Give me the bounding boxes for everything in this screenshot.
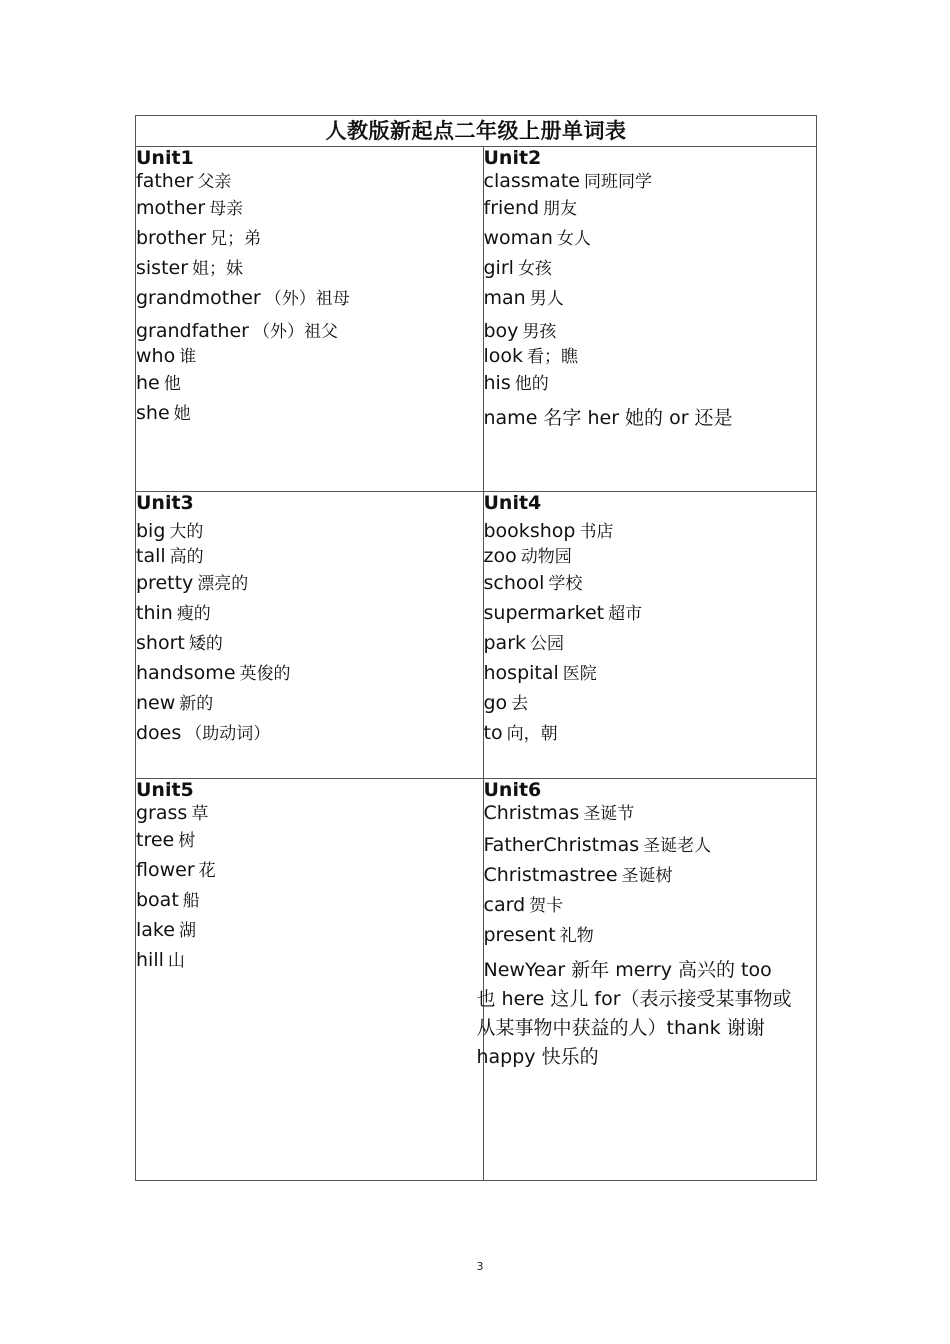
word-en: friend — [483, 197, 540, 219]
word-zh: 向，朝 — [506, 724, 558, 744]
word-entry — [136, 856, 483, 886]
word-en: boy — [483, 320, 519, 342]
word-entry — [484, 659, 817, 689]
word-entry — [136, 254, 483, 284]
word-en: sister — [136, 257, 189, 279]
word-zh: 山 — [167, 951, 185, 971]
word-entry — [136, 284, 483, 314]
unit-5-cell — [136, 779, 484, 1181]
word-entry — [484, 569, 817, 599]
unit-6-paragraph — [476, 956, 817, 1072]
word-zh: 父亲 — [197, 172, 232, 192]
word-en: big — [136, 520, 166, 542]
word-zh: 他 — [163, 374, 181, 394]
word-en: FatherChristmas — [483, 834, 640, 856]
word-zh: 女孩 — [517, 259, 552, 279]
word-entry — [484, 719, 817, 749]
word-en: Christmastree — [483, 864, 618, 886]
word-en: girl — [483, 257, 514, 279]
word-en: brother — [136, 227, 207, 249]
word-en: grandmother — [136, 287, 261, 309]
word-zh: 湖 — [178, 921, 196, 941]
word-zh: （外）祖母 — [264, 289, 350, 309]
word-zh: 女人 — [556, 229, 591, 249]
word-en: he — [136, 372, 160, 394]
word-en: park — [483, 632, 527, 654]
word-entry — [484, 831, 817, 861]
word-zh: 看；瞧 — [527, 347, 579, 367]
word-entry — [484, 319, 817, 344]
unit-2-cell — [483, 147, 817, 492]
word-zh: 新的 — [179, 694, 214, 714]
word-en: supermarket — [483, 602, 605, 624]
word-en: to — [483, 722, 503, 744]
word-en: grandfather — [136, 320, 249, 342]
page-number: 3 — [476, 1260, 484, 1273]
unit-6-cell — [476, 779, 817, 1181]
word-en: mother — [136, 197, 206, 219]
paragraph-line: happy 快乐的 — [476, 1046, 599, 1068]
word-en: tall — [136, 545, 166, 567]
word-zh: 瘦的 — [176, 604, 211, 624]
word-en: look — [483, 345, 524, 367]
word-en: does — [136, 722, 182, 744]
word-entry — [484, 169, 817, 194]
unit-4-cell — [483, 492, 817, 779]
unit-3-title: Unit3 — [136, 492, 194, 514]
unit-3-word-list — [136, 519, 483, 749]
word-zh: 医院 — [562, 664, 597, 684]
word-zh: 礼物 — [559, 926, 594, 946]
word-en: pretty — [136, 572, 194, 594]
word-zh: 漂亮的 — [197, 574, 249, 594]
paragraph-line: 也 here 这儿 for（表示接受某事物或 — [476, 988, 792, 1010]
word-zh: 贺卡 — [529, 896, 564, 916]
word-entry — [136, 946, 483, 976]
word-zh: 她 — [173, 404, 191, 424]
word-entry — [136, 569, 483, 599]
word-entry — [484, 921, 817, 951]
paragraph-line: NewYear 新年 merry 高兴的 too — [483, 959, 772, 981]
unit-4-word-list — [484, 519, 817, 749]
word-entry — [484, 599, 817, 629]
word-zh: （外）祖父 — [252, 322, 338, 342]
vocabulary-table — [135, 115, 817, 1181]
word-entry — [484, 369, 817, 399]
word-zh: 男人 — [529, 289, 564, 309]
word-entry — [484, 254, 817, 284]
word-en: Christmas — [483, 802, 580, 824]
word-entry — [136, 599, 483, 629]
word-entry — [136, 629, 483, 659]
word-en: handsome — [136, 662, 236, 684]
word-en: thin — [136, 602, 173, 624]
word-en: boat — [136, 889, 179, 911]
word-en: she — [136, 402, 170, 424]
word-zh: 同班同学 — [583, 172, 652, 192]
word-zh: 圣诞节 — [583, 804, 635, 824]
unit-6-word-list — [484, 801, 817, 951]
word-zh: 英俊的 — [239, 664, 291, 684]
word-entry — [484, 519, 817, 544]
word-zh: 学校 — [548, 574, 583, 594]
word-en: woman — [483, 227, 553, 249]
unit-2-title: Unit2 — [483, 147, 542, 169]
word-entry — [136, 369, 483, 399]
word-zh: 朋友 — [543, 199, 578, 219]
word-entry — [484, 629, 817, 659]
word-entry — [484, 284, 817, 314]
word-zh: 矮的 — [188, 634, 223, 654]
paragraph-line: 从某事物中获益的人）thank 谢谢 — [476, 1017, 765, 1039]
word-zh: 圣诞老人 — [643, 836, 712, 856]
word-en: man — [483, 287, 526, 309]
unit-5-title: Unit5 — [136, 779, 194, 801]
word-en: father — [136, 170, 194, 192]
unit-4-title: Unit4 — [483, 492, 542, 514]
word-zh: 动物园 — [520, 547, 572, 567]
word-en: bookshop — [483, 520, 576, 542]
word-zh: 圣诞树 — [621, 866, 673, 886]
word-entry — [136, 399, 483, 429]
word-zh: 去 — [511, 694, 529, 714]
word-zh: 花 — [198, 861, 216, 881]
word-en: zoo — [483, 545, 517, 567]
unit-1-word-list — [136, 169, 483, 429]
unit-1-title: Unit1 — [136, 147, 194, 169]
word-entry — [136, 719, 483, 749]
word-en: card — [483, 894, 526, 916]
word-entry — [484, 544, 817, 569]
word-entry — [484, 891, 817, 921]
word-entry — [484, 689, 817, 719]
unit-2-word-list — [484, 169, 817, 433]
word-entry — [136, 194, 483, 224]
word-entry — [136, 916, 483, 946]
word-entry — [484, 194, 817, 224]
word-zh: 男孩 — [522, 322, 557, 342]
word-zh: 母亲 — [209, 199, 244, 219]
word-zh: 兄；弟 — [210, 229, 262, 249]
word-entry — [136, 544, 483, 569]
word-en: hospital — [483, 662, 559, 684]
word-entry — [484, 861, 817, 891]
word-entry — [136, 344, 483, 369]
word-en: his — [483, 372, 511, 394]
unit-3-cell — [136, 492, 484, 779]
word-entry — [136, 801, 483, 826]
word-zh: 船 — [182, 891, 200, 911]
word-entry — [136, 826, 483, 856]
unit-5-word-list — [136, 801, 483, 976]
unit-6-title: Unit6 — [483, 779, 542, 801]
word-en: hill — [136, 949, 164, 971]
word-en: short — [136, 632, 185, 654]
word-entry — [484, 344, 817, 369]
word-zh: 高的 — [169, 547, 204, 567]
word-entry — [136, 169, 483, 194]
word-en: present — [483, 924, 556, 946]
word-en: go — [483, 692, 508, 714]
word-en: tree — [136, 829, 175, 851]
word-entry — [136, 886, 483, 916]
word-entry — [136, 319, 483, 344]
word-zh: 公园 — [530, 634, 565, 654]
word-zh: 超市 — [608, 604, 643, 624]
word-entry — [136, 224, 483, 254]
word-en: grass — [136, 802, 188, 824]
word-en: new — [136, 692, 176, 714]
word-zh: （助动词） — [185, 724, 271, 744]
word-zh: 姐；妹 — [192, 259, 244, 279]
word-entry — [136, 519, 483, 544]
word-entry — [136, 689, 483, 719]
word-en: lake — [136, 919, 175, 941]
word-zh: 书店 — [579, 522, 614, 542]
word-zh: 树 — [178, 831, 196, 851]
word-en: flower — [136, 859, 195, 881]
word-entry — [136, 659, 483, 689]
word-zh: 谁 — [179, 347, 197, 367]
word-zh: 草 — [191, 804, 209, 824]
word-entry — [484, 801, 817, 826]
word-zh: 大的 — [169, 522, 204, 542]
word-en: who — [136, 345, 176, 367]
word-zh: 他的 — [514, 374, 549, 394]
word-en: classmate — [483, 170, 580, 192]
word-entry — [484, 224, 817, 254]
table-title: 人教版新起点二年级上册单词表 — [136, 116, 817, 147]
unit-1-cell — [136, 147, 484, 492]
word-entry-combined: name 名字 her 她的 or 还是 — [483, 407, 733, 429]
word-en: school — [483, 572, 545, 594]
